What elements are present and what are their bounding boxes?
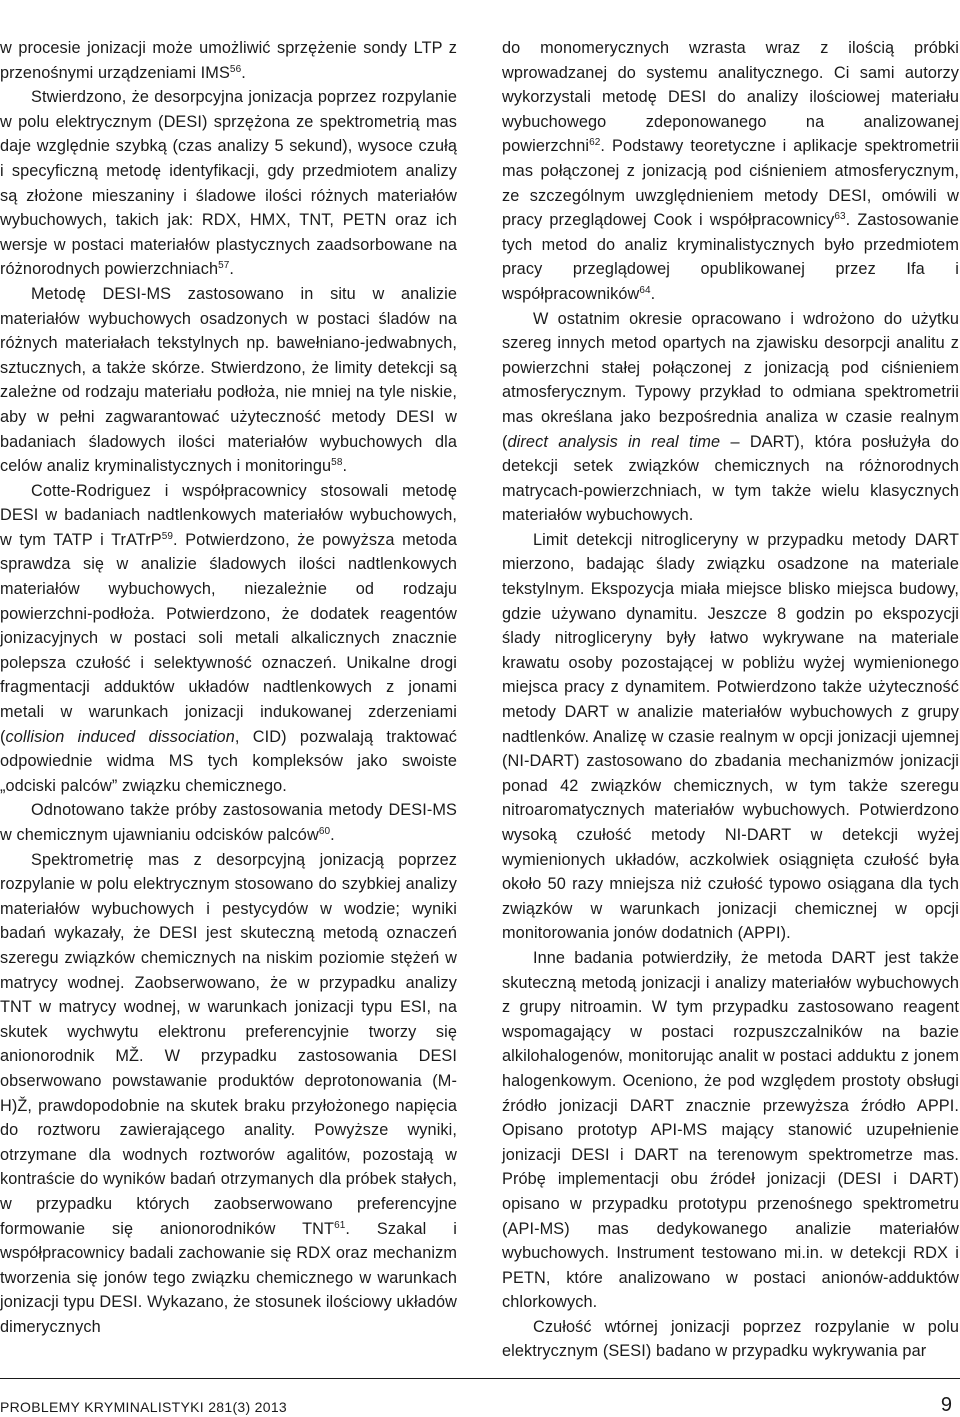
paragraph xyxy=(0,798,457,847)
footnote-ref: 58 xyxy=(331,457,343,469)
footnote-ref: 60 xyxy=(318,826,331,837)
paragraph xyxy=(502,1315,959,1364)
text-run: Czułość wtórnej jonizacji poprzez rozpylanie w polu elektrycznym (SESI) badano w przypadku wykrywania par xyxy=(502,1317,959,1361)
footnote-ref: 61 xyxy=(334,1219,346,1231)
text-run: Odnotowano także próby zastosowania metody DESI-MS w chemicznym ujawnianiu odcisków palców xyxy=(0,801,457,844)
text-run: Spektrometrię mas z desorpcyjną jonizacją poprzez rozpylanie w polu elektrycznym stosowano do szybkiej analizy materiałów wybuchowych i pestycydów w wodzie; wyniki badań wykazały, że DESI jest skuteczną metodą oznaczeń szeregu związków chemicznych na niskim poziomie stężeń w matrycy wodnej. Zaobserwowano, że w przypadku analizy TNT w matrycy wodnej, w warunkach jonizacji typu ESI, na skutek wychwytu elektronu preferencyjnie tworzy się anionorodnik MŽ. W przypadku zastosowania DESI obserwowano powstawanie produktów deprotonowania (M-H)Ž, prawdopodobnie na skutek braku przyłożonego napięcia do roztworu zawierającego anality. Powyższe wyniki, otrzymane dla wodnych roztworów agalitów, pozostają w kontraście do wyników badań otrzymanych dla próbek stałych, w przypadku których zaobserwowano preferencyjne formowanie się anionorodników TNT xyxy=(0,850,457,1238)
text-run: , CID) pozwalają traktować odpowiednie widma MS tych kompleksów jako swoiste „odciski palców” związku chemicznego. xyxy=(0,727,457,795)
text-run: . xyxy=(650,284,656,303)
text-run: w procesie jonizacji może umożliwić sprzężenie sondy LTP z przenośnymi urządzeniami IMS xyxy=(0,39,457,82)
left-text-column xyxy=(0,36,457,1339)
footer-divider xyxy=(0,1378,960,1379)
text-run: . Szakal i współpracownicy badali zachowanie się RDX oraz mechanizm tworzenia się jonów tego związku chemicznego w warunkach jonizacji typu DESI. Wykazano, że stosunek ilościowy układów dimerycznych xyxy=(0,1219,457,1336)
paragraph xyxy=(0,848,457,1340)
text-run: do monomerycznych wzrasta wraz z ilością próbki wprowadzanej do systemu analitycznego. Ci sami autorzy wykorzystali metodę DESI do analizy ilościowej materiału wybuchowego zdeponowanego na analizowanej powierzchni xyxy=(502,39,959,156)
footnote-ref: 62 xyxy=(589,137,601,149)
paragraph xyxy=(502,528,959,946)
italic-term: collision induced dissociation xyxy=(5,727,235,746)
paragraph xyxy=(0,85,457,282)
right-text-column xyxy=(502,36,959,1364)
text-run: Inne badania potwierdziły, że metoda DART jest także skuteczną metodą jonizacji i analizy materiałów wybuchowych z grupy nitroamin. W tym przypadku zastosowano reagent wspomagający w postaci rozpuszczalników na bazie alkilohalogenów, monitorując analit w postaci adduktu z jonem halogenkowym. Oceniono, że pod względem prostoty obsługi źródło jonizacji DART znacznie przewyższa źródło APPI. Opisano prototyp API-MS mający stanowić uzupełnienie jonizacji DESI i DART na terenowym spektrometrze mas. Próbę implementacji obu źródeł jonizacji (DESI i DART) opisano w przypadku prototypu przenośnego spektrometru (API-MS) mas dedykowanego analizie materiałów wybuchowych. Instrument testowano mi.in. w detekcji RDX i PETN, które analizowano w postaci anionów-adduktów chlorkowych. xyxy=(502,948,959,1312)
text-run: . xyxy=(342,457,348,476)
footnote-ref: 57 xyxy=(218,260,230,272)
text-run: Limit detekcji nitrogliceryny w przypadku metody DART mierzono, badając ślady związku osadzone na materiale tekstylnym. Ekspozycja miała miejsce blisko miejsca budowy, gdzie używano dynamitu. Jeszcze 8 godzin po ekspozycji ślady nitrogliceryny były łatwo wykrywane na materiale krawatu osoby pozostającej w pobliżu wyżej wymienionego miejsca pracy z dynamitem. Potwierdzono także użyteczność metody DART w analizie materiałów wybuchowych z grupy nadtlenków. Analizę w czasie realnym w opcji jonizacji ujemnej (NI-DART) zastosowano do zbadania mechanizmów jonizacji ponad 42 związków chemicznych, w tym także szeregu nitroaromatycznych materiałów wybuchowych. Potwierdzono wysoką czułość metody NI-DART w detekcji wyżej wymienionych układów, aczkolwiek osiągnięta czułość była około 50 razy mniejsza niż czułość typowo osiągana dla tych związków w warunkach jonizacji chemicznej w opcji monitorowania jonów dodatnich (APPI). xyxy=(502,530,959,943)
italic-term: direct analysis in real time xyxy=(507,432,721,451)
footnote-ref: 64 xyxy=(639,284,651,296)
journal-footer-title: PROBLEMY KRYMINALISTYKI 281(3) 2013 xyxy=(0,1399,287,1415)
text-run: Stwierdzono, że desorpcyjna jonizacja poprzez rozpylanie w polu elektrycznym (DESI) sprzężona ze spektrometrią mas daje względnie szybką (czas analizy 5 sekund), wysoce czułą i specyficzną metodę identyfikacji, gdy przedmiotem analizy są złożone mieszaniny i śladowe ilości różnych materiałów wybuchowych, takich jak: RDX, HMX, TNT, PETN oraz ich wersje w postaci materiałów plastycznych zaadsorbowane na różnorodnych powierzchniach xyxy=(0,88,457,279)
text-run: Metodę DESI-MS zastosowano in situ w analizie materiałów wybuchowych osadzonych w postaci śladów na różnych materiałach tekstylnych np. bawełniano-jedwabnych, sztucznych, a także skórze. Stwierdzono, że limity detekcji są zależne od rodzaju materiału podłoża, nie mniej na tyle niskie, aby w pełni zagwarantować użyteczność metody DESI w badaniach śladowych ilości materiałów wybuchowych dla celów analiz kryminalistycznych i monitoringu xyxy=(0,284,457,476)
paragraph xyxy=(0,282,457,479)
text-run: . xyxy=(241,63,246,82)
text-run: – DART), która posłużyła do detekcji setek związków chemicznych na różnorodnych matrycach-powierzchniach, w tym także wielu klasycznych materiałów wybuchowych. xyxy=(502,432,959,525)
text-run: W ostatnim okresie opracowano i wdrożono do użytku szereg innych metod opartych na zjawisku desorpcji analitu z powierzchni stałej połączonej z jonizacją pod ciśnieniem atmosferycznym. Typowy przykład to odmiana spektrometrii mas określana jako bezpośrednia analiza w czasie realnym ( xyxy=(502,309,959,451)
paragraph xyxy=(502,36,959,307)
text-run: . xyxy=(330,826,335,844)
footnote-ref: 59 xyxy=(161,530,174,542)
text-run: . xyxy=(229,260,235,279)
paragraph xyxy=(502,307,959,528)
footnote-ref: 56 xyxy=(229,63,242,75)
text-run: . Podstawy teoretyczne i aplikacje spektrometrii mas połączonej z jonizacją pod ciśnieniem atmosferycznym, ze szczególnym uwzględnieniem metody DESI, omówili w pracy przeglądowej Cook i współpracownicy xyxy=(502,137,959,230)
page-number: 9 xyxy=(940,1394,952,1416)
paragraph xyxy=(0,36,457,85)
footnote-ref: 63 xyxy=(834,211,846,223)
text-run: . Potwierdzono, że powyższa metoda sprawdza się w analizie śladowych ilości nadtlenkowych materiałów wybuchowych, niezależnie od rodzaju powierzchni-podłoża. Potwierdzono, że dodatek reagentów jonizacyjnych w postaci soli metali alkalicznych znacznie polepsza czułość i selektywność oznaczeń. Unikalne drogi fragmentacji adduktów układów nadtlenkowych z jonami metali w warunkach jonizacji indukowanej zderzeniami ( xyxy=(0,530,457,746)
paragraph xyxy=(0,479,457,799)
text-run: Cotte-Rodriguez i współpracownicy stosowali metodę DESI w badaniach nadtlenkowych materiałów wybuchowych, w tym TATP i TrATrP xyxy=(0,481,457,549)
text-run: . Zastosowanie tych metod do analiz kryminalistycznych było przedmiotem pracy przeglądowej opublikowanej przez Ifa i współpracowników xyxy=(502,211,959,303)
paragraph xyxy=(502,946,959,1315)
